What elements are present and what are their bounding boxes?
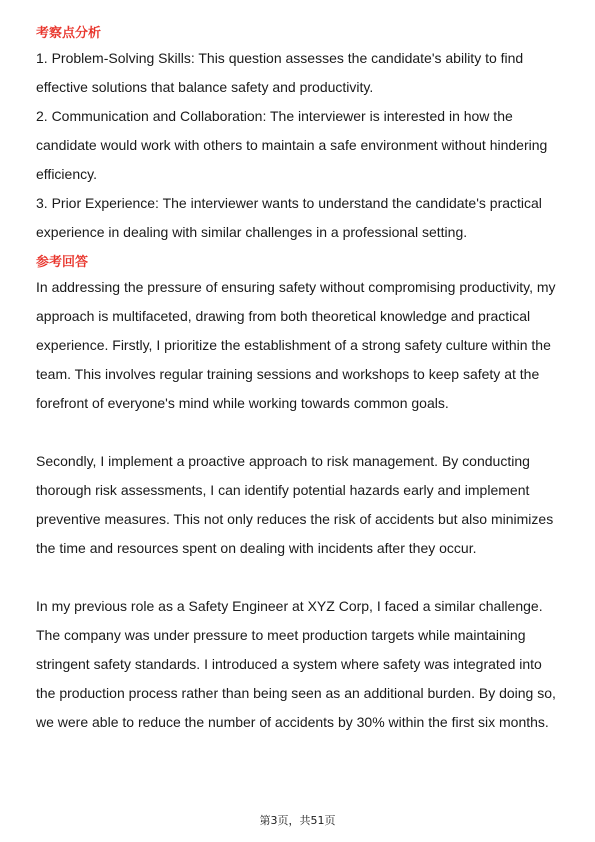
analysis-item: 2. Communication and Collaboration: The interviewer is interested in how the candidate would work with others to maintain a safe environment without hindering efficiency. — [36, 108, 548, 182]
paragraph-spacer — [36, 418, 564, 447]
answer-paragraph: Secondly, I implement a proactive approach to risk management. By conducting thorough risk assessments, I can identify potential hazards early and implement preventive measures. This not only reduces the risk of accidents but also minimizes the time and resources spent on dealing with incidents after they occur. — [36, 453, 554, 556]
answer-paragraph: In my previous role as a Safety Engineer at XYZ Corp, I faced a similar challenge. The company was under pressure to meet production targets while maintaining stringent safety standards. I introduced a system where safety was integrated into the production process rather than being seen as an additional burden. By doing so, we were able to reduce the number of accidents by 30% within the first six months. — [36, 598, 556, 730]
paragraph-spacer — [36, 563, 564, 592]
answer-heading: 参考回答 — [36, 255, 89, 270]
analysis-item: 3. Prior Experience: The interviewer wants to understand the candidate's practical experience in dealing with similar challenges in a professional setting. — [36, 195, 542, 240]
page-number: 第3页，共51页 — [259, 814, 336, 827]
answer-paragraph: In addressing the pressure of ensuring safety without compromising productivity, my approach is multifaceted, drawing from both theoretical knowledge and practical experience. Firstly, I prioritize the establishment of a strong safety culture within the team. This involves regular training sessions and workshops to keep safety at the forefront of everyone's mind while working towards common goals. — [36, 279, 556, 411]
analysis-heading: 考察点分析 — [36, 26, 102, 41]
analysis-item: 1. Problem-Solving Skills: This question assesses the candidate's ability to find effective solutions that balance safety and productivity. — [36, 50, 524, 95]
page-content — [36, 24, 564, 737]
